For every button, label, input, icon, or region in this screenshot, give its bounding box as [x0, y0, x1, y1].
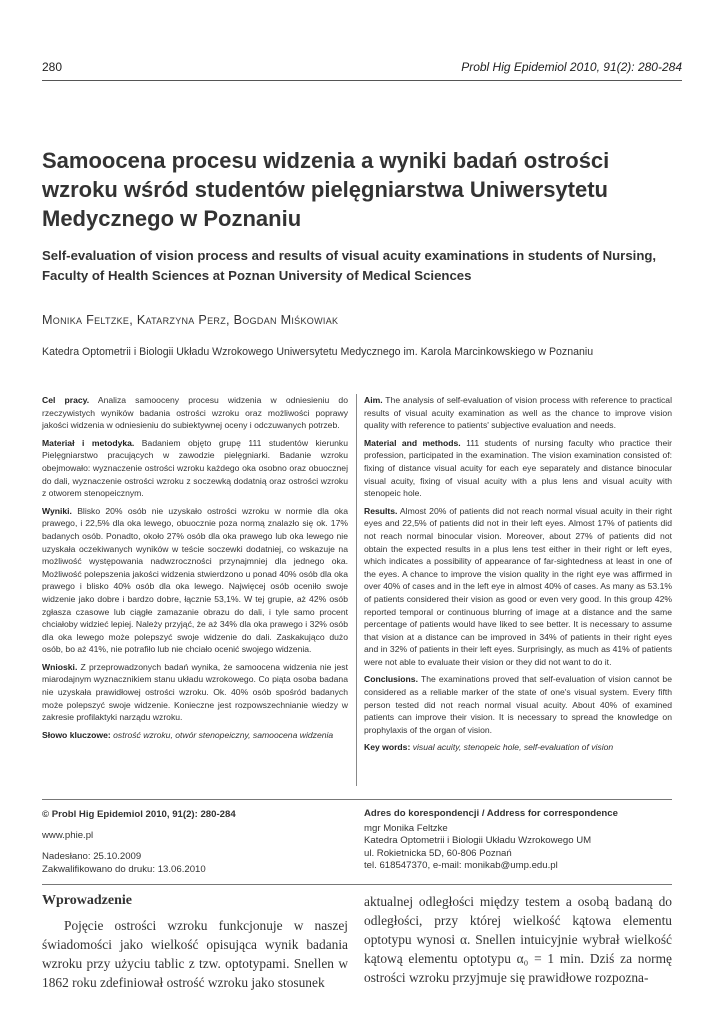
citation-block: [42, 808, 342, 876]
page-number: 280: [42, 60, 63, 74]
body-text-right: aktualnej odległości między testem a osobą badaną do odległości, przy której wielkość kątowa elementu optotypu wynosi α. Snellen intuicyjnie wybrał wielkość kątową elementu optotypu α₀ = 1 min. Dziś za normę ostrości wzroku przyjmuje się prawidłowe rozpozna-: [364, 894, 672, 985]
abstract-en-aim: Aim. The analysis of self-evaluation of vision process with reference to practical results of visual acuity examination as well as the chance to improve vision quality with reference to patients' subjective evaluation and needs.: [364, 395, 672, 431]
affiliation: Katedra Optometrii i Biologii Układu Wzrokowego Uniwersytetu Medycznego im. Karola Marcinkowskiego w Poznaniu: [42, 346, 594, 358]
abstract-pl-results: Wyniki. Blisko 20% osób nie uzyskało ostrości wzroku w normie dla oka prawego, i 22,5% dla oka lewego, obuocznie poza normą znalazło się ok. 17% badanych osób. Ponadto, około 27% osób dla oka prawego lub oka lewego nie uzyskała oczekiwanych wyników w teście soczewki dodatniej, co wskazuje na możliwość występowania nadwzroczności przynajmniej dla jednego oka. Możliwość polepszenia jakości widzenia stwierdzono u ponad 40% osób dla oka prawego i blisko 40% osób dla oka lewego. Najwięcej osób oceniło swoje widzenie jako dobre i bardzo dobre, łącznie 53,1%. W tej grupie, aż 42% osób zgłasza czasowe lub ciągłe zamazanie obrazu do dali, i tyle samo procent chciałoby widzieć lepiej. Należy przyjąć, że aż 34% dla oka prawego i 32% osób dla oka lewego może polepszyć swoje widzenie do dali. Zaskakująco dużo osób, bo aż 41%, nie potrafiło lub nie chciało ocenić swojego widzenia.: [42, 505, 348, 655]
article-title: Samoocena procesu widzenia a wyniki badań ostrości wzroku wśród studentów pielęgniarstwa Uniwersytetu Medycznego w Poznaniu: [42, 148, 610, 231]
abstract-pl-conclusions: Wnioski. Z przeprowadzonych badań wynika, że samoocena widzenia nie jest miarodajnym wyznacznikiem stanu układu wzrokowego. Co piąta osoba badana nie uzyskała prawidłowej ostrości wzroku. Ok. 40% osób spośród badanych może polepszyć swoje widzenie. Konieczne jest rozpowszechnianie wiedzy w zakresie profilaktyki narządu wzroku.: [42, 661, 348, 723]
running-header: [42, 60, 682, 82]
abstract-bottom-rule: [42, 799, 672, 800]
correspondence-heading: Adres do korespondencji / Address for correspondence: [364, 808, 618, 819]
received-date: Nadesłano: 25.10.2009: [42, 851, 142, 862]
header-rule: [42, 80, 682, 81]
abstract-pl-methods: Materiał i metodyka. Badaniem objęto grupę 111 studentów kierunku Pielęgniarstwo pracujących w zawodzie pielęgniarki. Badanie wzroku obejmowało: wyznaczenie ostrości wzroku każdego oka osobno oraz obuocznej do dali, wyznaczenie ostrości wzroku z soczewką dodatnią oraz ostrości wzroku z otworem stenopeicznym.: [42, 437, 348, 499]
citation-line: © Probl Hig Epidemiol 2010, 91(2): 280-284: [42, 809, 236, 820]
abstract-pl-keywords: Słowo kluczowe: ostrość wzroku, otwór stenopeiczny, samoocena widzenia: [42, 729, 334, 740]
correspondence-block: [364, 808, 684, 872]
journal-website: www.phie.pl: [42, 830, 94, 841]
abstract-en-conclusions: Conclusions. The examinations proved that self-evaluation of vision cannot be considered as a reliable marker of the state of one's visual system. Every fifth person tested did not reach normal visual acuity. About 40% of examined patients can improve their vision. It is necessary to spread the knowledge on prophylaxis of the organ of vision.: [364, 674, 672, 735]
correspondence-institution: Katedra Optometrii i Biologii Układu Wzrokowego UM: [364, 835, 592, 847]
authors: Monika Feltzke, Katarzyna Perz, Bogdan Miśkowiak: [42, 313, 339, 327]
abstract-pl-aim: Cel pracy. Analiza samooceny procesu widzenia w odniesieniu do rzeczywistych wyników badania ostrości wzroku oraz możliwości poprawy jakości widzenia w odniesieniu do subiektywnej oceny i odczuwanych potrzeb.: [42, 395, 348, 431]
abstract-en-keywords: Key words: visual acuity, stenopeic hole, self-evaluation of vision: [364, 742, 614, 753]
abstract-column-divider: [356, 394, 357, 786]
abstract-polish: [42, 394, 348, 746]
body-text-left: Pojęcie ostrości wzroku funkcjonuje w naszej świadomości jako wielkość opisująca wynik badania wzroku przy użyciu tablic z tzw. optotypami. Snellen w 1862 roku zdefiniował ostrość wzroku jako stosunek: [42, 918, 348, 990]
accepted-date: Zakwalifikowano do druku: 13.06.2010: [42, 864, 206, 875]
correspondence-name: mgr Monika Feltzke: [364, 823, 448, 835]
abstract-en-results: Results. Almost 20% of patients did not reach normal visual acuity in their right eyes and 22,5% of patients did not in their left eyes. Almost 17% of patients did not reach normal binocular vision. Moreover, about 27% of patients did not obtain the expected results in a plus lens test either in their right or left eyes, which indicates a possibility of appearance of far-sightedness at least in one of the eyes. A chance to improve the vision quality in the right eye was affirmed in over 40% of cases and in the left eye in almost 40% of cases. As many as 53.1% of patients considered their vision as good or even very good. In this group 42% reported temporal or continuous blurring of image at a distance and the same percentage of patients would have liked to see better. It is necessary to assume that vision at a distance can be improved in 34% of patients in their right eyes and in 32% of patients in their left eyes. Surprisingly, as much as 41% of patients were not able to evaluate their vision or they did not want to do it.: [364, 505, 672, 667]
metadata-bottom-rule: [42, 884, 672, 885]
section-heading: Wprowadzenie: [42, 893, 132, 908]
abstract-english: [364, 394, 672, 759]
correspondence-contact: tel. 618547370, e-mail: monikab@ump.edu.pl: [364, 859, 558, 871]
abstract-en-methods: Material and methods. 111 students of nursing faculty who practice their profession, participated in the examination. The vision examination consisted of: fixing of distance visual acuity for each eye separately and distance binocular visual acuity, fixing of visual acuity with a plus lens and visual acuity with stenopeic hole.: [364, 437, 672, 499]
journal-reference: Probl Hig Epidemiol 2010, 91(2): 280-284: [461, 60, 682, 74]
article-subtitle: Self-evaluation of vision process and results of visual acuity examinations in students of Nursing, Faculty of Health Sciences at Poznan University of Medical Sciences: [42, 248, 657, 283]
correspondence-street: ul. Rokietnicka 5D, 60-806 Poznań: [364, 847, 512, 859]
